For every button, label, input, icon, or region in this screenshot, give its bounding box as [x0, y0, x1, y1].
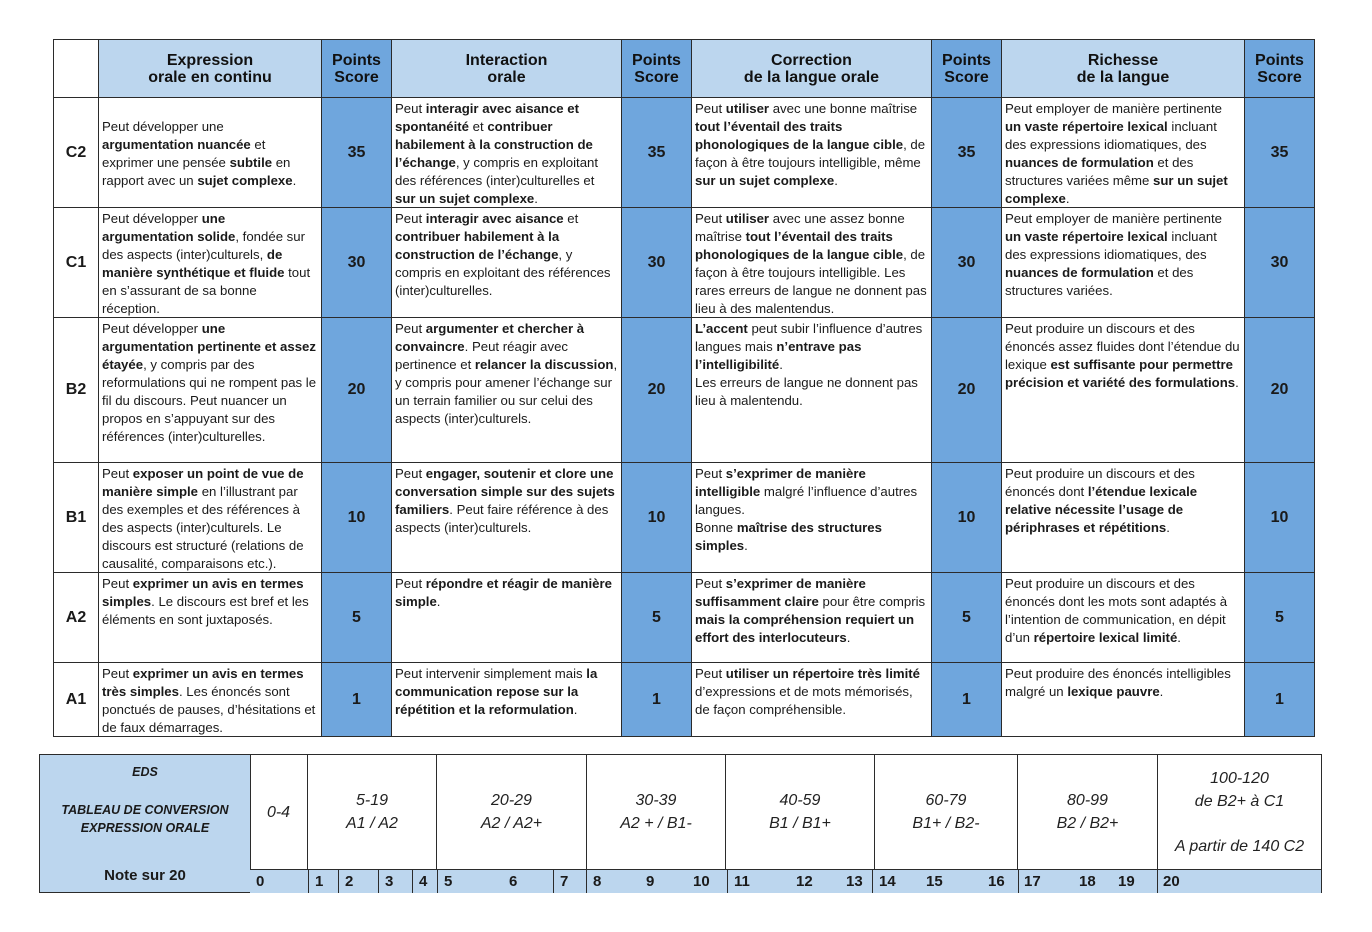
- range-line: de B2+ à C1: [1194, 792, 1285, 810]
- descriptor-bold-segment: un vaste répertoire lexical: [1005, 229, 1168, 244]
- descriptor-cell: [692, 573, 932, 663]
- descriptor-cell: [692, 208, 932, 318]
- conversion-range: [1018, 755, 1158, 869]
- descriptor-cell: [692, 98, 932, 208]
- descriptor-bold-segment: lexique pauvre: [1067, 684, 1160, 699]
- descriptor-segment: .: [846, 630, 851, 645]
- level-label: A1: [54, 663, 99, 737]
- score-cell: 5: [932, 573, 1002, 663]
- score-cell: 10: [322, 463, 392, 573]
- descriptor-segment: , de façon à être toujours intelligible. Les rares erreurs de langue ne donnent pas lieu à des malentendus.: [695, 247, 927, 316]
- descriptor-cell: [392, 208, 622, 318]
- descriptor-text: [695, 320, 928, 410]
- level-row: [54, 318, 1315, 463]
- descriptor-cell: [99, 573, 322, 663]
- descriptor-bold-segment: exposer un point de vue de manière simple: [102, 466, 304, 499]
- header-line: Points: [1255, 51, 1304, 69]
- descriptor-segment: .: [436, 594, 441, 609]
- note-value: 15: [926, 873, 943, 890]
- descriptor-segment: Peut: [695, 666, 726, 681]
- descriptor-segment: Peut employer de manière pertinente: [1005, 211, 1222, 226]
- descriptor-text: [102, 665, 318, 736]
- score-cell: 20: [322, 318, 392, 463]
- descriptor-cell: [692, 463, 932, 573]
- descriptor-segment: Peut: [695, 211, 726, 226]
- header-points-score: [322, 40, 392, 98]
- descriptor-segment: d’expressions et de mots mémorisés, de façon compréhensible.: [695, 684, 913, 717]
- descriptor-bold-segment: relancer la discussion: [474, 357, 614, 372]
- header-line: Score: [634, 68, 679, 86]
- descriptor-segment: Peut: [102, 576, 133, 591]
- descriptor-bold-segment: s’exprimer de manière suffisamment claire: [695, 576, 866, 609]
- conversion-title-line: EXPRESSION ORALE: [80, 821, 210, 835]
- descriptor-segment: .: [1065, 191, 1070, 206]
- descriptor-segment: avec une bonne maîtrise: [769, 101, 918, 116]
- descriptor-segment: et: [563, 211, 579, 226]
- descriptor-bold-segment: l’étendue lexicale relative nécessite l’usage de périphrases et répétitions: [1005, 484, 1198, 535]
- descriptor-segment: pour être compris: [818, 594, 926, 609]
- descriptor-segment: peut subir l’influence d’autres langues mais: [695, 321, 923, 354]
- score-cell: 10: [622, 463, 692, 573]
- score-cell: 1: [932, 663, 1002, 737]
- descriptor-segment: incluant des expressions idiomatiques, des: [1005, 119, 1217, 152]
- descriptor-bold-segment: la communication repose sur la répétition et la reformulation: [395, 666, 598, 717]
- descriptor-bold-segment: sujet complexe: [197, 172, 293, 188]
- range-line: B1 / B1+: [769, 815, 831, 832]
- descriptor-bold-segment: sur un sujet complexe: [695, 173, 835, 188]
- range-line: 0-4: [266, 803, 291, 821]
- descriptor-cell: [692, 663, 932, 737]
- descriptor-segment: , y compris pour amener l’échange sur un terrain familier ou sur celui des aspects (inter)culturels.: [395, 357, 618, 426]
- score-cell: 20: [932, 318, 1002, 463]
- header-line: Interaction: [465, 51, 548, 69]
- header-line: orale en continu: [148, 68, 272, 86]
- descriptor-bold-segment: interagir avec aisance et spontanéité: [395, 101, 580, 134]
- descriptor-bold-segment: un vaste répertoire lexical: [1005, 119, 1168, 134]
- note-value: 17: [1024, 873, 1041, 890]
- descriptor-bold-segment: répondre et réagir de manière simple: [395, 576, 612, 609]
- score-cell: 35: [932, 98, 1002, 208]
- range-line: A2 + / B1-: [620, 815, 692, 832]
- score-cell: 35: [322, 98, 392, 208]
- level-label: B2: [54, 318, 99, 463]
- descriptor-segment: .: [573, 702, 578, 717]
- note-value: 16: [988, 873, 1005, 890]
- note-value: 6: [509, 873, 518, 890]
- conversion-range: [1158, 755, 1321, 869]
- descriptor-segment: Peut produire des énoncés intelligibles malgré un: [1005, 666, 1231, 699]
- descriptor-text: [1005, 665, 1241, 701]
- note-value: 3: [385, 873, 394, 890]
- header-line: orale: [487, 68, 526, 86]
- descriptor-text: [695, 210, 928, 317]
- note-value: 20: [1163, 873, 1180, 890]
- descriptor-bold-segment: sur un sujet complexe: [1005, 173, 1228, 206]
- descriptor-bold-segment: exprimer un avis en termes très simples: [102, 666, 304, 699]
- level-label: A2: [54, 573, 99, 663]
- score-cell: 35: [1245, 98, 1315, 208]
- descriptor-segment: .: [1159, 684, 1164, 699]
- note-value: 2: [345, 873, 354, 890]
- descriptor-cell: [392, 98, 622, 208]
- descriptor-cell: [392, 463, 622, 573]
- note-value: 19: [1118, 873, 1135, 890]
- descriptor-segment: .: [1177, 630, 1181, 645]
- corner-cell: [54, 40, 99, 98]
- descriptor-text: [695, 100, 928, 190]
- note-sur-20-label: Note sur 20: [104, 867, 186, 884]
- descriptor-segment: Peut développer: [102, 211, 202, 226]
- descriptor-bold-segment: de manière synthétique et fluide: [102, 247, 285, 280]
- descriptor-segment: Peut produire un discours et des énoncés dont les mots sont adaptés à l’intention de communication, en dépit d’un: [1005, 576, 1228, 645]
- descriptor-bold-segment: engager, soutenir et clore une conversation simple sur des sujets familiers: [395, 466, 615, 517]
- descriptor-segment: et des structures variées.: [1005, 265, 1194, 298]
- score-cell: 5: [1245, 573, 1315, 663]
- descriptor-segment: Peut: [395, 211, 426, 226]
- descriptor-segment: et: [469, 119, 488, 134]
- descriptor-segment: malgré l’influence d’autres langues.: [695, 484, 918, 517]
- header-line: de la langue: [1076, 68, 1170, 86]
- range-line: A2 / A2+: [480, 815, 543, 832]
- header-line: Score: [1257, 68, 1302, 86]
- descriptor-segment: en l’illustrant par des exemples et des références à des aspects (inter)culturels. Le discours est structuré (relations de causalité, comparaisons etc.).: [102, 484, 304, 571]
- descriptor-segment: .: [779, 357, 783, 372]
- descriptor-bold-segment: argumentation nuancée: [102, 136, 251, 152]
- note-value: 7: [560, 873, 569, 890]
- descriptor-text: [102, 465, 318, 572]
- score-cell: 1: [322, 663, 392, 737]
- descriptor-text: [1005, 575, 1241, 647]
- range-line: 30-39: [635, 792, 677, 809]
- descriptor-segment: et des structures variées même: [1005, 155, 1194, 188]
- descriptor-segment: Les erreurs de langue ne donnent pas lieu à malentendu.: [695, 375, 918, 408]
- descriptor-cell: [99, 318, 322, 463]
- header-points-score: [622, 40, 692, 98]
- descriptor-cell: [1002, 208, 1245, 318]
- note-value: 10: [693, 873, 710, 890]
- descriptor-segment: .: [1166, 520, 1170, 535]
- conversion-range: [587, 755, 726, 869]
- range-line: 20-29: [491, 792, 532, 809]
- descriptor-text: [395, 665, 618, 719]
- descriptor-bold-segment: nuances de formulation: [1005, 155, 1154, 170]
- descriptor-text: [1005, 320, 1241, 392]
- descriptor-bold-segment: mais la compréhension requiert un effort des interlocuteurs: [695, 612, 915, 645]
- score-cell: 30: [622, 208, 692, 318]
- descriptor-bold-segment: est suffisante pour permettre précision et variété des formulations: [1005, 357, 1236, 390]
- score-cell: 5: [322, 573, 392, 663]
- header-points-score: [932, 40, 1002, 98]
- score-cell: 1: [622, 663, 692, 737]
- descriptor-text: [1005, 100, 1241, 207]
- descriptor-bold-segment: nuances de formulation: [1005, 265, 1154, 280]
- descriptor-segment: Peut développer: [102, 321, 202, 336]
- note-value: 14: [879, 873, 896, 890]
- range-line: A1 / A2: [346, 815, 398, 832]
- header-line: Points: [942, 51, 991, 69]
- descriptor-cell: [1002, 663, 1245, 737]
- descriptor-segment: Bonne: [695, 520, 737, 535]
- descriptor-cell: [1002, 463, 1245, 573]
- range-line: B1+ / B2-: [912, 815, 980, 832]
- header-row: [54, 40, 1315, 98]
- score-cell: 20: [1245, 318, 1315, 463]
- descriptor-bold-segment: tout l’éventail des traits phonologiques de la langue cible: [695, 229, 904, 262]
- descriptor-text: [102, 320, 318, 446]
- descriptor-cell: [392, 663, 622, 737]
- range-line: 40-59: [779, 792, 821, 809]
- descriptor-segment: Peut développer une: [102, 118, 224, 134]
- descriptor-bold-segment: s’exprimer de manière intelligible: [695, 466, 866, 499]
- descriptor-bold-segment: argumenter et chercher à convaincre: [395, 321, 585, 354]
- descriptor-segment: Peut: [695, 576, 726, 591]
- descriptor-segment: . Les énoncés sont ponctués de pauses, d’hésitations et de faux démarrages.: [102, 684, 316, 735]
- range-line: 80-99: [1067, 792, 1108, 809]
- score-cell: 20: [622, 318, 692, 463]
- conversion-range: [875, 755, 1018, 869]
- conversion-title: [40, 801, 250, 837]
- descriptor-segment: Peut intervenir simplement mais: [395, 666, 587, 681]
- note-value: 4: [419, 873, 428, 890]
- score-cell: 10: [932, 463, 1002, 573]
- header-line: Points: [632, 51, 681, 69]
- descriptor-text: [1005, 210, 1241, 300]
- note-value: 18: [1079, 873, 1096, 890]
- descriptor-segment: , y compris en exploitant des références (inter)culturelles.: [395, 247, 611, 298]
- descriptor-bold-segment: une argumentation pertinente et assez étayée: [102, 321, 316, 372]
- descriptor-text: [395, 575, 618, 611]
- descriptor-text: [395, 465, 618, 537]
- descriptor-segment: .: [1235, 375, 1239, 390]
- conversion-label-cell: [40, 755, 251, 892]
- descriptor-cell: [392, 318, 622, 463]
- level-label: C2: [54, 98, 99, 208]
- descriptor-bold-segment: tout l’éventail des traits phonologiques de la langue cible: [695, 119, 904, 152]
- note-value: 12: [796, 873, 813, 890]
- conversion-title-line: TABLEAU DE CONVERSION: [61, 803, 229, 817]
- descriptor-segment: .: [534, 191, 538, 206]
- rubric-body: [54, 98, 1315, 737]
- descriptor-text: [695, 465, 928, 555]
- descriptor-segment: . Peut réagir avec pertinence et: [395, 339, 568, 372]
- descriptor-text: [395, 100, 618, 207]
- score-cell: 10: [1245, 463, 1315, 573]
- descriptor-segment: Peut: [102, 666, 133, 681]
- header-interaction-orale: [392, 40, 622, 98]
- descriptor-bold-segment: contribuer habilement à la construction de l’échange: [395, 119, 593, 170]
- descriptor-segment: . Le discours est bref et les éléments en sont juxtaposés.: [102, 594, 309, 627]
- note-value: 5: [444, 873, 453, 890]
- descriptor-segment: . Peut faire référence à des aspects (inter)culturels.: [395, 502, 609, 535]
- note-value: 1: [315, 873, 324, 890]
- score-cell: 5: [622, 573, 692, 663]
- descriptor-segment: incluant des expressions idiomatiques, des: [1005, 229, 1217, 262]
- header-richesse-langue: [1002, 40, 1245, 98]
- descriptor-segment: Peut produire un discours et des énoncés dont: [1005, 466, 1195, 499]
- descriptor-segment: Peut: [395, 576, 426, 591]
- descriptor-segment: , fondée sur des aspects (inter)culturels,: [102, 229, 306, 262]
- level-row: [54, 98, 1315, 208]
- descriptor-cell: [99, 663, 322, 737]
- level-row: [54, 208, 1315, 318]
- level-row: [54, 663, 1315, 737]
- level-row: [54, 573, 1315, 663]
- header-line: Richesse: [1087, 51, 1159, 69]
- descriptor-segment: Peut: [102, 466, 133, 481]
- descriptor-bold-segment: contribuer habilement à la construction de l’échange: [395, 229, 560, 262]
- descriptor-segment: , y compris en exploitant des références (inter)culturelles et: [395, 155, 599, 188]
- level-label: B1: [54, 463, 99, 573]
- score-cell: 35: [622, 98, 692, 208]
- header-points-score: [1245, 40, 1315, 98]
- header-correction-langue: [692, 40, 932, 98]
- descriptor-bold-segment: interagir avec aisance: [425, 211, 564, 226]
- header-line: Points: [332, 51, 381, 69]
- descriptor-text: [1005, 465, 1241, 537]
- note-value: 8: [593, 873, 602, 890]
- score-cell: 30: [322, 208, 392, 318]
- level-row: [54, 463, 1315, 573]
- conversion-table: [39, 754, 1322, 893]
- descriptor-bold-segment: une argumentation solide: [102, 211, 236, 244]
- descriptor-segment: .: [744, 538, 748, 553]
- descriptor-text: [395, 210, 618, 300]
- range-line: B2 / B2+: [1056, 815, 1119, 832]
- range-line: 100-120: [1210, 769, 1269, 787]
- descriptor-bold-segment: utiliser un répertoire très limité: [725, 666, 921, 681]
- descriptor-segment: , y compris par des reformulations qui ne rompent pas le fil du discours. Peut nuancer un propos en s’appuyant sur des références (inter)culturelles.: [102, 357, 317, 444]
- descriptor-segment: en rapport avec un: [102, 154, 291, 188]
- descriptor-bold-segment: utiliser: [725, 211, 770, 226]
- descriptor-cell: [392, 573, 622, 663]
- descriptor-cell: [99, 463, 322, 573]
- descriptor-cell: [1002, 573, 1245, 663]
- descriptor-bold-segment: sur un sujet complexe: [395, 191, 535, 206]
- header-line: Expression: [166, 51, 254, 69]
- descriptor-text: [695, 575, 928, 647]
- descriptor-segment: Peut: [395, 101, 426, 116]
- note-value: 11: [734, 873, 750, 890]
- conversion-range: [437, 755, 587, 869]
- descriptor-segment: Peut: [395, 466, 426, 481]
- descriptor-segment: Peut: [695, 101, 726, 116]
- score-cell: 1: [1245, 663, 1315, 737]
- descriptor-segment: .: [292, 172, 297, 188]
- level-label: C1: [54, 208, 99, 318]
- descriptor-text: [395, 320, 618, 428]
- rubric-table: [53, 39, 1315, 737]
- range-line: 60-79: [925, 792, 967, 809]
- range-line: 5-19: [355, 792, 389, 809]
- descriptor-bold-segment: subtile: [229, 154, 273, 170]
- header-line: Correction: [771, 51, 852, 69]
- descriptor-bold-segment: répertoire lexical limité: [1033, 630, 1178, 645]
- c2-threshold-note: A partir de 140 C2: [1174, 837, 1305, 855]
- header-expression-continu: [99, 40, 322, 98]
- descriptor-segment: avec une assez bonne maîtrise: [695, 211, 905, 244]
- descriptor-bold-segment: exprimer un avis en termes simples: [102, 576, 304, 609]
- descriptor-segment: Peut employer de manière pertinente: [1005, 101, 1222, 116]
- descriptor-text: [102, 575, 318, 629]
- descriptor-segment: .: [834, 173, 838, 188]
- descriptor-segment: Peut: [695, 466, 726, 481]
- descriptor-text: [102, 118, 318, 190]
- conversion-range: [308, 755, 437, 869]
- eds-label: EDS: [132, 765, 158, 779]
- descriptor-bold-segment: maîtrise des structures simples: [695, 520, 882, 553]
- descriptor-cell: [692, 318, 932, 463]
- header-line: Score: [944, 68, 989, 86]
- descriptor-segment: , de façon à être toujours intelligible, même: [695, 137, 926, 170]
- descriptor-bold-segment: L’accent: [695, 321, 748, 336]
- descriptor-cell: [99, 98, 322, 208]
- descriptor-text: [695, 665, 928, 719]
- descriptor-segment: Peut produire un discours et des énoncés assez fluides dont l’étendue du lexique: [1005, 321, 1240, 372]
- header-line: Score: [334, 68, 379, 86]
- descriptor-segment: et exprimer une pensée: [102, 136, 266, 170]
- descriptor-bold-segment: n’entrave pas l’intelligibilité: [695, 339, 862, 372]
- descriptor-cell: [1002, 98, 1245, 208]
- score-cell: 30: [932, 208, 1002, 318]
- score-cell: 30: [1245, 208, 1315, 318]
- descriptor-cell: [99, 208, 322, 318]
- descriptor-segment: Peut: [395, 321, 426, 336]
- descriptor-text: [102, 210, 318, 317]
- descriptor-bold-segment: utiliser: [725, 101, 770, 116]
- descriptor-segment: tout en s’assurant de sa bonne réception.: [102, 265, 311, 316]
- note-value: 13: [846, 873, 863, 890]
- notes-bar: [250, 869, 1321, 893]
- header-line: de la langue orale: [743, 68, 880, 86]
- conversion-range: [726, 755, 875, 869]
- note-value: 0: [256, 873, 265, 890]
- note-value: 9: [646, 873, 655, 890]
- conversion-range: [250, 755, 308, 869]
- descriptor-cell: [1002, 318, 1245, 463]
